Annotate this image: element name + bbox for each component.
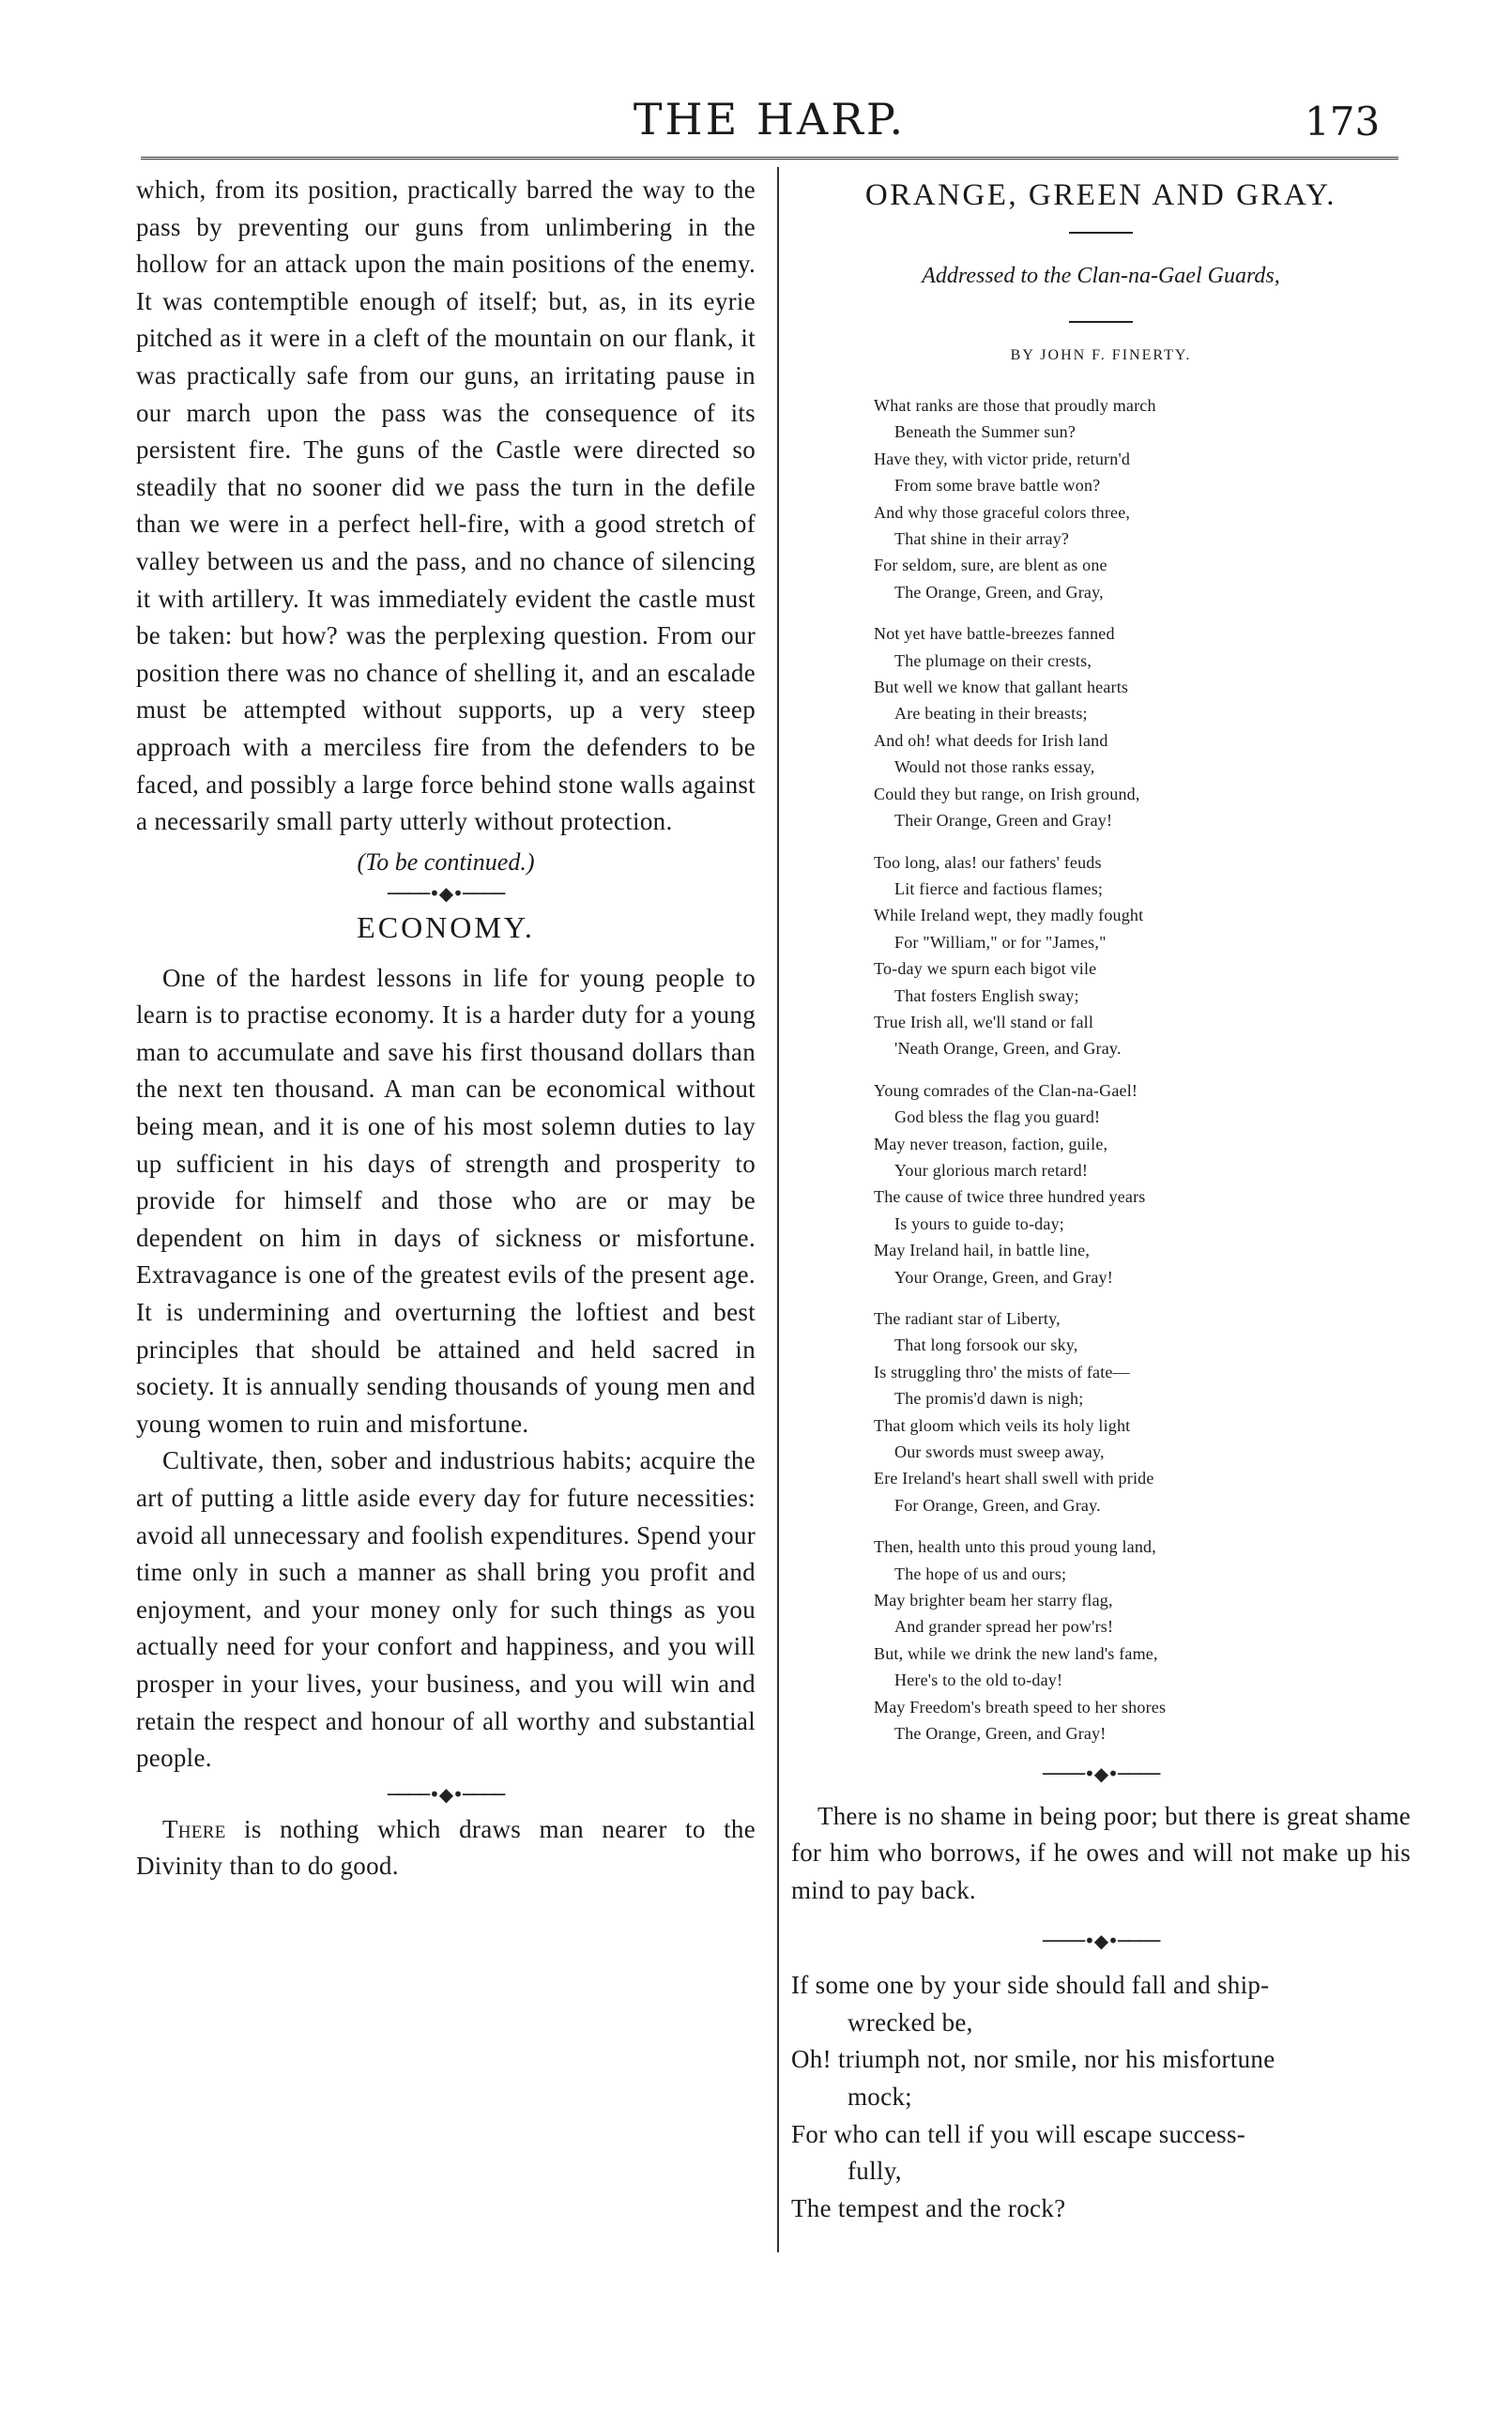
poem-line: The promis'd dawn is nigh;	[894, 1389, 1084, 1409]
verse-line: If some one by your side should fall and ship-	[791, 1971, 1270, 2000]
poem-line: Your glorious march retard!	[894, 1160, 1089, 1180]
page-number: 173	[1305, 99, 1381, 145]
continued-story-paragraph: which, from its position, practically barred the way to the pass by preventing our guns from unlimbering in the hollow for an attack upon the main positions of the enemy. It was contemptible enough of itself; but, as, in its eyrie pitched as it were in a cleft of the mountain on our flank, it was practically safe from our guns, an irritating pause in our march upon the pass was the consequence of its persistent fire. The guns of the Castle were directed so steadily that no sooner did we pass the turn in the defile than we were in a perfect hell-fire, with a good stretch of valley between us and the pass, and no chance of silencing it with artillery. It was immediately evident the castle must be taken: but how? was the perplexing question. From our position there was no chance of shelling it, and an escalade must be attempted without supports, up a very steep approach with a merciless fire from the defenders to be faced, and possibly a large force behind stone walls against a necessarily small party utterly without protection.	[136, 175, 756, 836]
verse-line: wrecked be,	[848, 2007, 973, 2037]
poem-line: Ere Ireland's heart shall swell with pride	[874, 1469, 1154, 1488]
to-be-continued-note: (To be continued.)	[357, 847, 535, 876]
poem-line: But well we know that gallant hearts	[874, 678, 1129, 697]
poem-line: Not yet have battle-breezes fanned	[874, 624, 1115, 644]
poem-stanza	[874, 620, 1411, 833]
ornamental-divider: ────•◆•────	[387, 881, 505, 905]
poem-line: God bless the flag you guard!	[894, 1107, 1101, 1127]
verse-line: mock;	[848, 2083, 912, 2112]
poem-line: From some brave battle won?	[894, 476, 1101, 496]
poem-line: The hope of us and ours;	[894, 1564, 1067, 1583]
verse-line: Oh! triumph not, nor smile, nor his misfortune	[791, 2045, 1275, 2074]
poem-line: 'Neath Orange, Green, and Gray.	[894, 1039, 1122, 1059]
poem-line: Then, health unto this proud young land,	[874, 1537, 1156, 1557]
poem-line: Beneath the Summer sun?	[894, 422, 1077, 442]
poem-line: Young comrades of the Clan-na-Gael!	[874, 1080, 1138, 1100]
poem-line: May Freedom's breath speed to her shores	[874, 1697, 1167, 1717]
right-column	[791, 178, 1411, 2227]
poem-line: The cause of twice three hundred years	[874, 1187, 1146, 1207]
poem-byline: BY JOHN F. FINERTY.	[1010, 347, 1192, 363]
short-rule	[1069, 232, 1133, 234]
poverty-note: There is no shame in being poor; but there is great shame for him who borrows, if he owes and will not make up his mind to pay back.	[791, 1801, 1411, 1904]
poem-line: That long forsook our sky,	[894, 1335, 1078, 1355]
poem-line: The Orange, Green, and Gray,	[894, 582, 1104, 602]
closing-verse	[791, 1967, 1411, 2227]
poem-line: That gloom which veils its holy light	[874, 1415, 1131, 1435]
poem-line: Could they but range, on Irish ground,	[874, 784, 1140, 803]
poem-line: Lit fierce and factious flames;	[894, 878, 1104, 898]
ornamental-divider: ────•◆•────	[1042, 1930, 1160, 1953]
verse-line: For who can tell if you will escape success-	[791, 2119, 1246, 2148]
ornamental-divider: ────•◆•────	[1042, 1762, 1160, 1785]
poem-line: Here's to the old to-day!	[894, 1671, 1063, 1690]
poem-line: And grander spread her pow'rs!	[894, 1617, 1114, 1637]
poem-line: That shine in their array?	[894, 529, 1070, 549]
poem-line: Our swords must sweep away,	[894, 1442, 1105, 1462]
verse-line: The tempest and the rock?	[791, 2193, 1066, 2222]
poem-line: And oh! what deeds for Irish land	[874, 730, 1108, 750]
header-rule	[141, 157, 1398, 160]
poem-line: May Ireland hail, in battle line,	[874, 1241, 1091, 1260]
poem-stanza	[874, 849, 1411, 1062]
poem-line: Too long, alas! our fathers' feuds	[874, 852, 1102, 872]
poem-stanza	[874, 1305, 1411, 1518]
verse-line: fully,	[848, 2157, 902, 2186]
poem-stanza	[874, 1077, 1411, 1290]
poem-line: For Orange, Green, and Gray.	[894, 1495, 1101, 1515]
poem-line: The radiant star of Liberty,	[874, 1309, 1061, 1328]
poem-line: Have they, with victor pride, return'd	[874, 449, 1131, 468]
divinity-note-text: is nothing which draws man nearer to the Divinity than to do good.	[136, 1814, 756, 1881]
poem-line: Your Orange, Green, and Gray!	[894, 1267, 1113, 1287]
poem-line: True Irish all, we'll stand or fall	[874, 1012, 1094, 1031]
poem-line: To-day we spurn each bigot vile	[874, 959, 1097, 979]
poem-stanza	[874, 392, 1411, 605]
ornamental-divider: ────•◆•────	[387, 1782, 505, 1806]
poem-line: Would not those ranks essay,	[894, 757, 1095, 777]
economy-paragraph-2: Cultivate, then, sober and industrious habits; acquire the art of putting a little aside every day for future necessities: avoid all unnecessary and foolish expenditures. Spend your time only in such a manner as shall bring you profit and enjoyment, and your money only for such things as you actually need for your confort and happiness, and you will prosper in your lives, your business, and you will win and retain the respect and honour of all worthy and substantial people.	[136, 1446, 756, 1773]
poem-line: May never treason, faction, guile,	[874, 1134, 1108, 1153]
column-divider	[777, 167, 779, 2252]
poem-line: May brighter beam her starry flag,	[874, 1591, 1113, 1610]
poem-line: Are beating in their breasts;	[894, 704, 1088, 724]
poem-title: ORANGE, GREEN AND GRAY.	[864, 178, 1337, 212]
divinity-note	[136, 1811, 756, 1885]
poem-body	[791, 392, 1411, 1747]
poem-line: Their Orange, Green and Gray!	[894, 811, 1113, 831]
poem-line: And why those graceful colors three,	[874, 502, 1131, 522]
economy-heading: ECONOMY.	[357, 909, 535, 944]
poem-line: Is yours to guide to-day;	[894, 1213, 1064, 1233]
poem-line: That fosters English sway;	[894, 985, 1079, 1005]
economy-paragraph-1: One of the hardest lessons in life for young people to learn is to practise economy. It is a harder duty for a young man to accumulate and save his first thousand dollars than the next ten thousand. A man can be economical without being mean, and it is one of his most solemn duties to lay up sufficient in his days of strength and prosperity to provide for himself and those who are or may be dependent on him in days of sickness or misfortune. Extravagance is one of the greatest evils of the present age. It is undermining and overturning the loftiest and best principles that should be attained and held sacred in society. It is annually sending thousands of young men and young women to ruin and misfortune.	[136, 963, 756, 1438]
running-title: THE HARP.	[633, 94, 907, 145]
poem-line: While Ireland wept, they madly fought	[874, 906, 1144, 925]
poem-line: But, while we drink the new land's fame,	[874, 1643, 1158, 1663]
poem-line: The Orange, Green, and Gray!	[894, 1724, 1107, 1744]
poem-line: Is struggling thro' the mists of fate—	[874, 1362, 1130, 1381]
poem-line: For seldom, sure, are blent as one	[874, 556, 1107, 575]
divinity-note-lead: There	[162, 1814, 226, 1843]
poem-line: What ranks are those that proudly march	[874, 396, 1156, 415]
poem-dedication: Addressed to the Clan-na-Gael Guards,	[922, 264, 1280, 288]
left-column	[136, 172, 756, 1885]
poem-line: The plumage on their crests,	[894, 650, 1092, 670]
poem-stanza	[874, 1533, 1411, 1747]
poem-line: For "William," or for "James,"	[894, 932, 1107, 952]
short-rule	[1069, 321, 1133, 323]
